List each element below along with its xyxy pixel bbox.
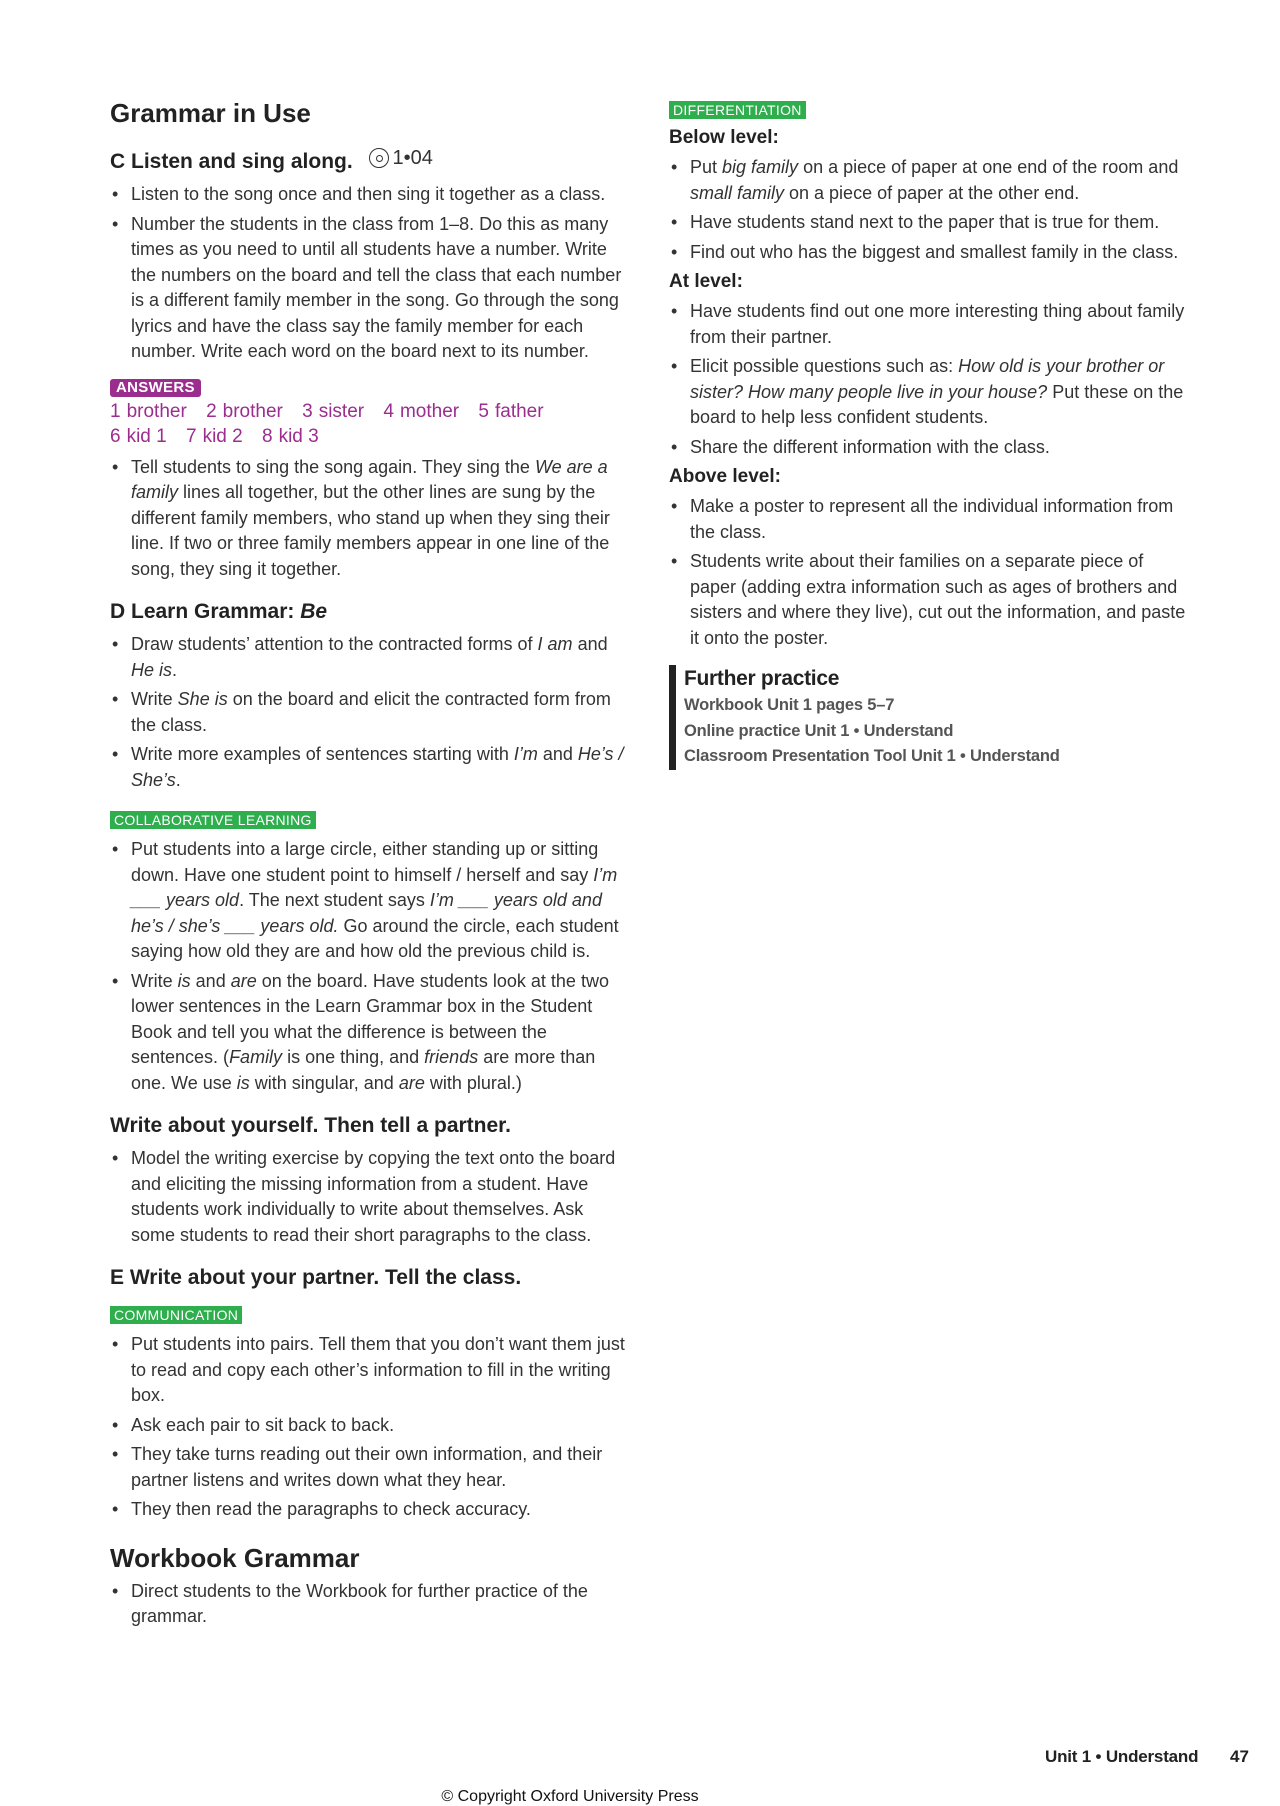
list-item: • Find out who has the biggest and smallest family in the class.: [669, 240, 1189, 266]
list-item: • Write is and are on the board. Have students look at the two lower sentences in the Learn Grammar box in the Student Book and tell you what the difference is between the sentences. (Family is one thing, and friends are more than one. We use is with singular, and are with plural.): [110, 969, 630, 1097]
section-e-bullets: [110, 1332, 630, 1523]
list-item: • Share the different information with the class.: [669, 435, 1189, 461]
section-c-heading: [110, 144, 630, 176]
right-column: [669, 101, 1189, 770]
list-item: • Ask each pair to sit back to back.: [110, 1413, 630, 1439]
below-level-bullets: [669, 155, 1189, 265]
answers-label: ANSWERS: [110, 379, 201, 397]
list-item: • Put big family on a piece of paper at one end of the room and small family on a piece of paper at the other end.: [669, 155, 1189, 206]
answer-item: 2 brother: [206, 400, 283, 422]
write-yourself-bullets: [110, 1146, 630, 1248]
further-practice-cpt-link[interactable]: Classroom Presentation Tool Unit 1 • Understand: [684, 747, 1060, 765]
list-item: • Put students into pairs. Tell them that you don’t want them just to read and copy each other’s information to fill in the writing box.: [110, 1332, 630, 1409]
further-practice-box: [669, 665, 1189, 770]
list-item: • Put students into a large circle, either standing up or sitting down. Have one student point to himself / herself and say I’m ___ years old. The next student says I’m ___ years old and he’s / she’s ___ years old. Go around the circle, each student saying how old they are and how old the previous child is.: [110, 837, 630, 965]
at-level-heading: At level:: [669, 271, 743, 292]
answer-item: 3 sister: [302, 400, 365, 422]
list-item: • They take turns reading out their own information, and their partner listens and writes down what they hear.: [110, 1442, 630, 1493]
list-item: • Listen to the song once and then sing it together as a class.: [110, 182, 630, 208]
section-d-bullets: [110, 632, 630, 793]
list-item: • Have students stand next to the paper that is true for them.: [669, 210, 1189, 236]
section-e-heading: E Write about your partner. Tell the class.: [110, 1266, 522, 1289]
audio-track-number: 1•04: [392, 147, 433, 169]
at-level-bullets: [669, 299, 1189, 460]
list-item: • Have students find out one more interesting thing about family from their partner.: [669, 299, 1189, 350]
answer-item: 5 father: [478, 400, 544, 422]
cd-icon: [369, 148, 389, 168]
answer-item: 7 kid 2: [186, 425, 243, 447]
workbook-grammar-title: Workbook Grammar: [110, 1542, 360, 1573]
answer-item: 4 mother: [383, 400, 460, 422]
list-item: • Tell students to sing the song again. They sing the We are a family lines all together, but the other lines are sung by the different family members, who stand up when they sing their line. If two or three family members appear in one line of the song, they sing it together.: [110, 455, 630, 583]
list-item: • Model the writing exercise by copying the text onto the board and eliciting the missing information from a student. Have students work individually to write about themselves. Ask some students to read their short paragraphs to the class.: [110, 1146, 630, 1248]
list-item: • Make a poster to represent all the individual information from the class.: [669, 494, 1189, 545]
section-d-heading: D Learn Grammar: Be: [110, 600, 328, 623]
answers-row-1: [110, 399, 630, 449]
above-level-bullets: [669, 494, 1189, 651]
section-title-grammar-in-use: Grammar in Use: [110, 98, 311, 128]
footer-unit-label: Unit 1 • Understand: [1045, 1747, 1199, 1766]
left-column: [110, 96, 630, 1634]
answer-item: 8 kid 3: [262, 425, 319, 447]
answer-item: 1 brother: [110, 400, 187, 422]
list-item: • Students write about their families on a separate piece of paper (adding extra information such as ages of brothers and sisters and where they live), cut out the information, and paste it onto the poster.: [669, 549, 1189, 651]
page-number: 47: [1230, 1747, 1249, 1766]
further-practice-title: Further practice: [684, 667, 840, 690]
communication-label: COMMUNICATION: [110, 1306, 242, 1324]
list-item: • They then read the paragraphs to check accuracy.: [110, 1497, 630, 1523]
list-item: • Draw students’ attention to the contracted forms of I am and He is.: [110, 632, 630, 683]
workbook-bullets: [110, 1579, 630, 1630]
collab-bullets: [110, 837, 630, 1096]
copyright-notice: © Copyright Oxford University Press: [441, 1788, 699, 1805]
list-item: • Elicit possible questions such as: How old is your brother or sister? How many people live in your house? Put these on the board to help less confident students.: [669, 354, 1189, 431]
answer-item: 6 kid 1: [110, 425, 167, 447]
section-c-bullets: [110, 182, 630, 365]
audio-track[interactable]: [369, 144, 433, 172]
below-level-heading: Below level:: [669, 127, 779, 148]
list-item: • Write more examples of sentences starting with I’m and He’s / She’s.: [110, 742, 630, 793]
further-practice-online-link[interactable]: Online practice Unit 1 • Understand: [684, 721, 954, 740]
list-item: • Number the students in the class from 1–8. Do this as many times as you need to until all students have a number. Write the numbers on the board and tell the class that each number is a different family member in the song. Go through the song lyrics and have the class say the family member for each number. Write each word on the board next to its number.: [110, 212, 630, 365]
write-yourself-heading: Write about yourself. Then tell a partner.: [110, 1114, 512, 1137]
section-c-heading-text: C Listen and sing along.: [110, 150, 353, 173]
further-practice-workbook-link[interactable]: Workbook Unit 1 pages 5–7: [684, 696, 895, 714]
differentiation-label: DIFFERENTIATION: [669, 101, 806, 119]
above-level-heading: Above level:: [669, 466, 781, 487]
list-item: • Write She is on the board and elicit the contracted form from the class.: [110, 687, 630, 738]
collaborative-learning-label: COLLABORATIVE LEARNING: [110, 811, 316, 829]
section-c-after-bullets: [110, 455, 630, 583]
list-item: • Direct students to the Workbook for further practice of the grammar.: [110, 1579, 630, 1630]
